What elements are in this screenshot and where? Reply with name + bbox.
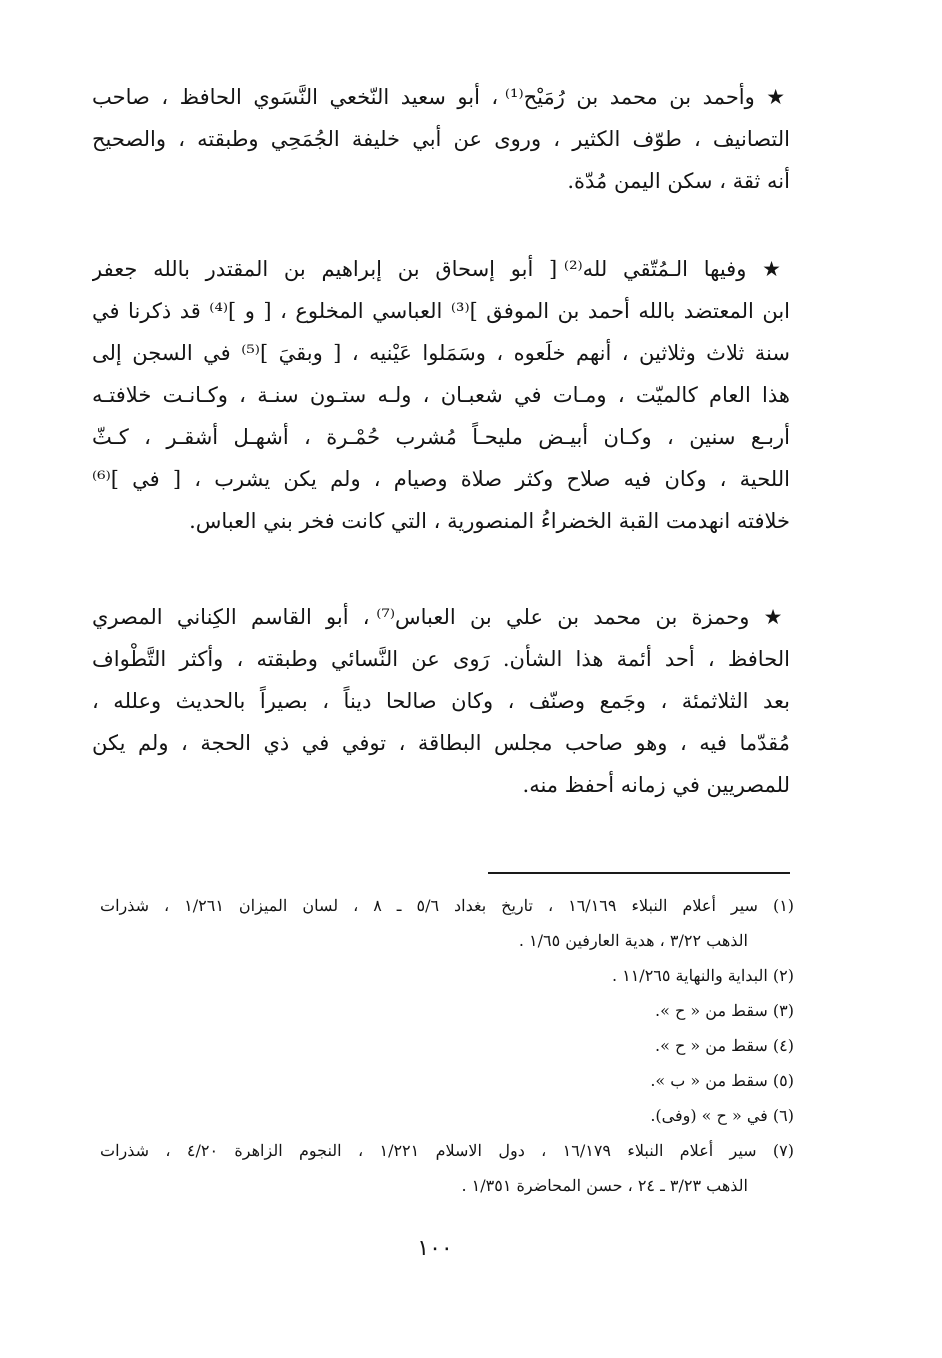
text-line: أربـع سنين ، وكـان أبيـض مليحـاً مُشرب حُمْـرة ، أشهـل أشقـر ، كـثّ — [92, 425, 790, 449]
entry-hamza-ibn-muhammad — [92, 596, 790, 806]
footnote-6: (٦) في « ح » (وفى). — [650, 1106, 794, 1125]
footnote-2: (٢) البداية والنهاية ١١/٢٦٥ . — [611, 966, 794, 985]
footnote-3: (٣) سقط من « ح ». — [655, 1001, 794, 1020]
text-line: ★ وأحمد بن محمد بن رُمَيْح⁽¹⁾ ، أبو سعيد النّخعي النَّسَوي الحافظ ، صاحب — [92, 85, 790, 109]
text-line: ★ وحمزة بن محمد بن علي بن العباس⁽⁷⁾ ، أبو القاسم الكِناني المصري — [92, 605, 790, 629]
text-line: التصانيف ، طوّف الكثير ، وروى عن أبي خليفة الجُمَحِي وطبقته ، والصحيح — [92, 127, 790, 151]
text-line: خلافته انهدمت القبة الخضراءُ المنصورية ، التي كانت فخر بني العباس. — [189, 509, 790, 533]
footnote-1: (١) سير أعلام النبلاء ١٦/١٦٩ ، تاريخ بغداد ٥/٦ ـ ٨ ، لسان الميزان ١/٢٦١ ، شذرات — [100, 896, 794, 915]
entry-al-muttaqi-lillah — [92, 248, 790, 542]
footnote-7-continued: الذهب ٣/٢٣ ـ ٢٤ ، حسن المحاضرة ١/٣٥١ . — [461, 1176, 748, 1195]
text-line: سنة ثلاث وثلاثين ، أنهم خلَعوه ، وسَمَلوا عَيْنيه ، [ وبقيَ ]⁽⁵⁾ في السجن إلى — [92, 341, 790, 365]
text-line: بعد الثلاثمئة ، وجَمع وصنّف ، وكان صالحا ديناً ، بصيراً بالحديث وعلله ، — [92, 689, 790, 713]
footnote-7: (٧) سير أعلام النبلاء ١٦/١٧٩ ، دول الاسلام ١/٢٢١ ، النجوم الزاهرة ٤/٢٠ ، شذرات — [100, 1141, 794, 1160]
footnote-5: (٥) سقط من « ب ». — [650, 1071, 794, 1090]
text-line: أنه ثقة ، سكن اليمن مُدّة. — [567, 169, 790, 193]
text-line: ابن المعتضد بالله أحمد بن الموفق ]⁽³⁾ العباسي المخلوع ، [ و ]⁽⁴⁾ قد ذكرنا في — [92, 299, 790, 323]
text-line: مُقدّما فيه ، وهو صاحب مجلس البطاقة ، توفي في ذي الحجة ، ولم يكن — [92, 731, 790, 755]
text-line: هذا العام كالميّت ، ومـات في شعبـان ، ولـه ستـون سنـة ، وكـانـت خلافتـه — [92, 383, 790, 407]
text-line: ★ وفيها الـمُتّقي لله⁽²⁾ [ أبو إسحاق بن إبراهيم بن المقتدر بالله جعفر — [92, 257, 790, 281]
text-line: الحافظ ، أحد أئمة هذا الشأن. رَوى عن النَّسائي وطبقته ، وأكثر التَّطْواف — [92, 647, 790, 671]
footnotes — [100, 888, 794, 1203]
text-line: اللحية ، وكان فيه صلاح وكثر صلاة وصيام ، ولم يكن يشرب ، [ في ]⁽⁶⁾ — [92, 467, 790, 491]
text-line: للمصريين في زمانه أحفظ منه. — [522, 773, 790, 797]
page-number: ١٠٠ — [417, 1236, 453, 1261]
footnote-1-continued: الذهب ٣/٢٢ ، هدية العارفين ١/٦٥ . — [518, 931, 748, 950]
footnote-4: (٤) سقط من « ح ». — [655, 1036, 794, 1055]
footnote-divider — [488, 872, 790, 874]
entry-ahmad-ibn-rumayh — [92, 76, 790, 202]
